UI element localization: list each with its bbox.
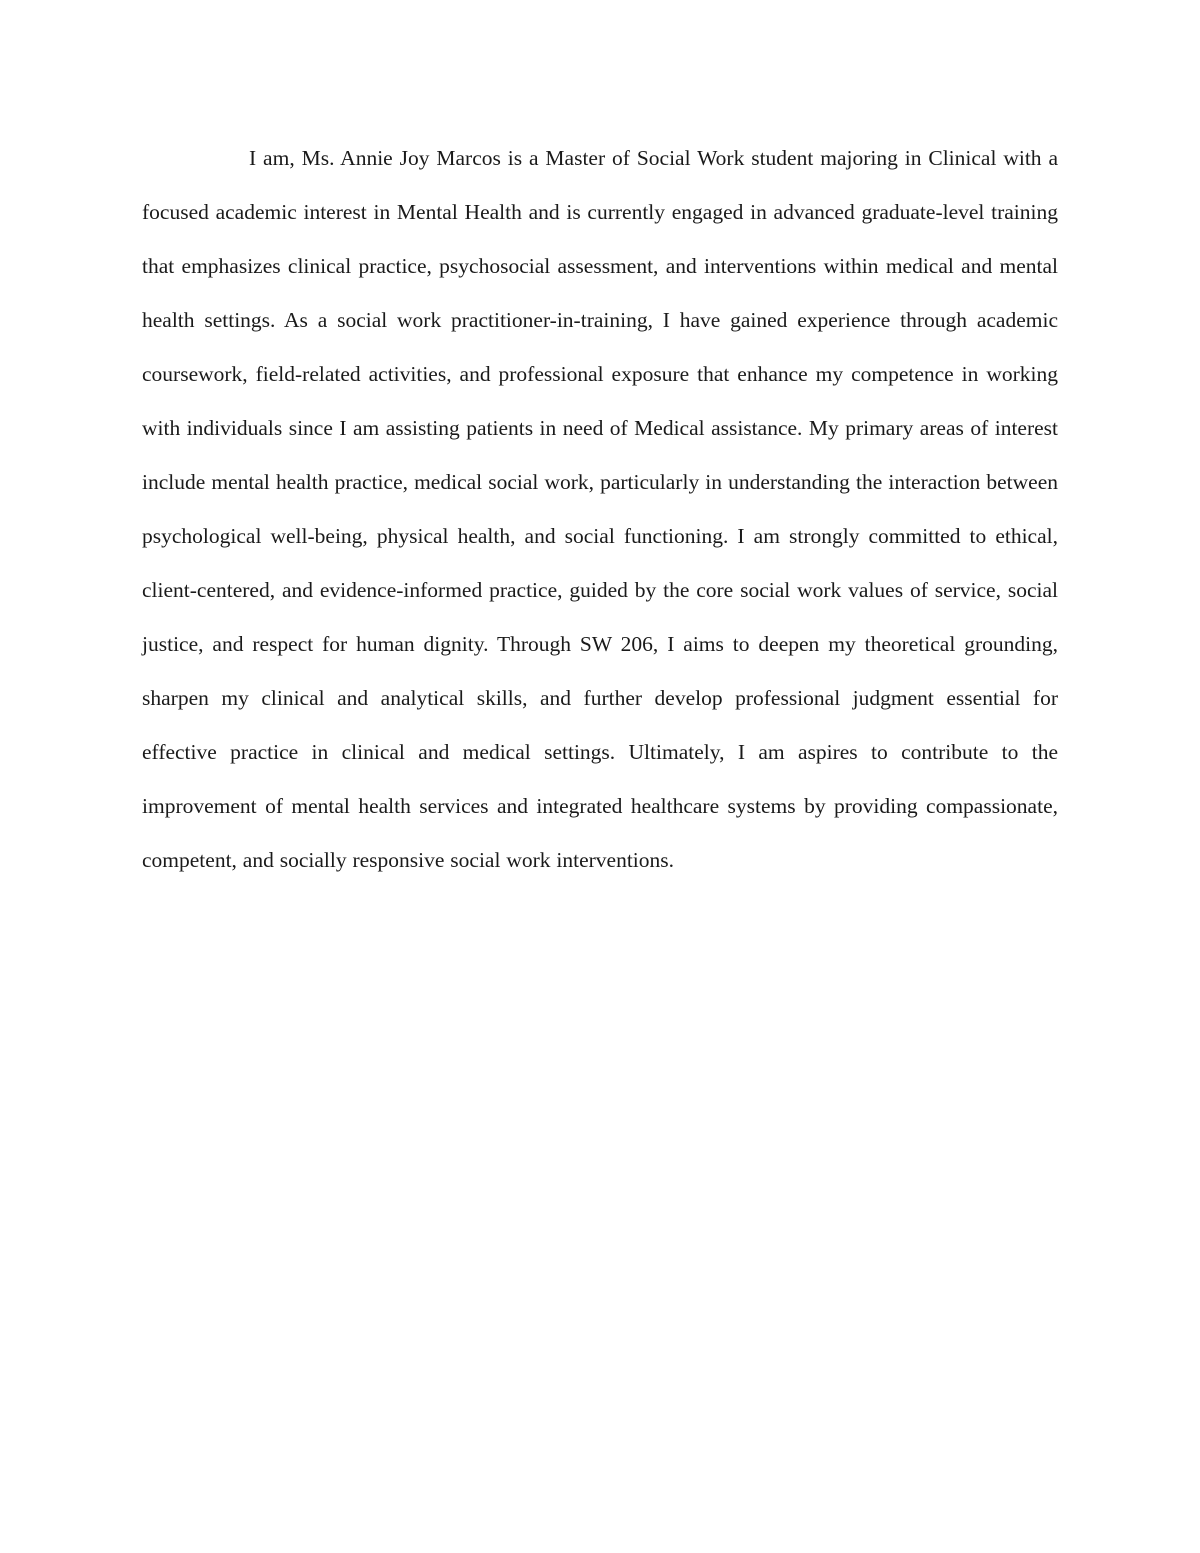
body-paragraph: I am, Ms. Annie Joy Marcos is a Master of Social Work student majoring in Clinical with a focused academic interest in Mental Health and is currently engaged in advanced graduate-level training that emphasizes clinical practice, psychosocial assessment, and interventions within medical and mental health settings. As a social work practitioner-in-training, I have gained experience through academic coursework, field-related activities, and professional exposure that enhance my competence in working with individuals since I am assisting patients in need of Medical assistance. My primary areas of interest include mental health practice, medical social work, particularly in understanding the interaction between psychological well-being, physical health, and social functioning. I am strongly committed to ethical, client-centered, and evidence-informed practice, guided by the core social work values of service, social justice, and respect for human dignity. Through SW 206, I aims to deepen my theoretical grounding, sharpen my clinical and analytical skills, and further develop professional judgment essential for effective practice in clinical and medical settings. Ultimately, I am aspires to contribute to the improvement of mental health services and integrated healthcare systems by providing compassionate, competent, and socially responsive social work interventions. (142, 146, 1058, 872)
